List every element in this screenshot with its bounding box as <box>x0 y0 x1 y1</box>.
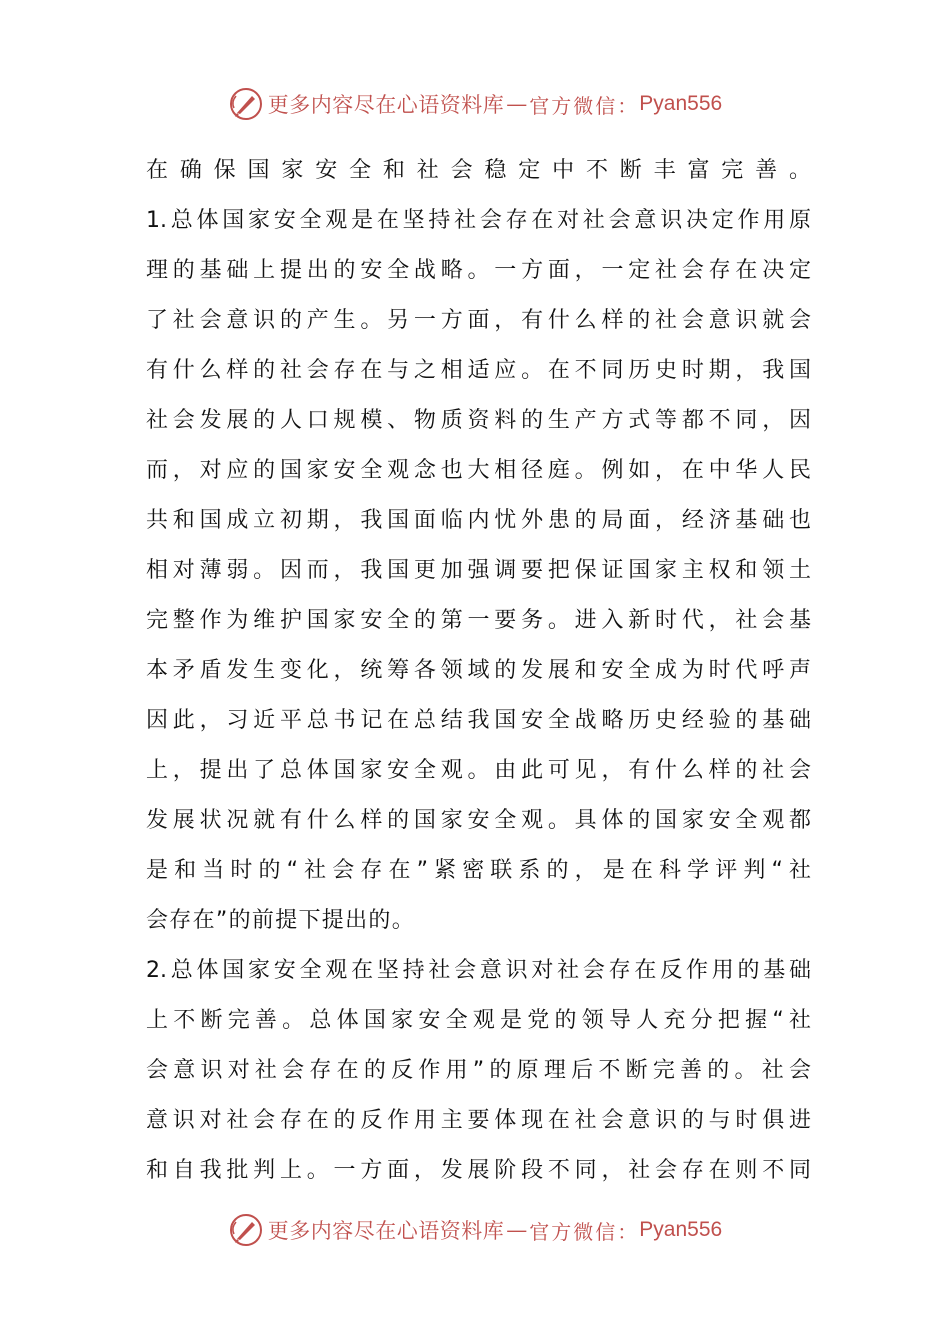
text-line: 在确保国家安全和社会稳定中不断丰富完善。 <box>146 158 811 183</box>
banner-dash: — <box>506 92 528 116</box>
text-line: 是和当时的“社会存在”紧密联系的，是在科学评判“社 <box>146 858 811 883</box>
text-line: 而，对应的国家安全观念也大相径庭。例如，在中华人民 <box>146 458 811 483</box>
text-line: 了社会意识的产生。另一方面，有什么样的社会意识就会 <box>146 308 811 333</box>
text-line: 上不断完善。总体国家安全观是党的领导人充分把握“社 <box>146 1008 811 1033</box>
text-line: 会存在”的前提下提出的。 <box>146 908 415 933</box>
banner-official-label: 官方微信： <box>529 93 640 118</box>
banner-wechat-id: Pyan556 <box>639 1218 723 1241</box>
banner-site-name: 更多内容尽在心语资料库 <box>267 1219 505 1243</box>
text-line: 上，提出了总体国家安全观。由此可见，有什么样的社会 <box>146 758 811 783</box>
text-line: 有什么样的社会存在与之相适应。在不同历史时期，我国 <box>146 358 811 383</box>
pen-logo-icon <box>228 86 264 122</box>
text-line: 理的基础上提出的安全战略。一方面，一定社会存在决定 <box>146 258 811 283</box>
text-line: 因此，习近平总书记在总结我国安全战略历史经验的基础 <box>146 708 811 733</box>
text-line: 1.总体国家安全观是在坚持社会存在对社会意识决定作用原 <box>146 208 811 233</box>
footer-banner <box>0 1210 950 1250</box>
banner-dash: — <box>506 1218 528 1242</box>
text-line: 2.总体国家安全观在坚持社会意识对社会存在反作用的基础 <box>146 958 811 983</box>
text-line: 发展状况就有什么样的国家安全观。具体的国家安全观都 <box>146 808 811 833</box>
pen-logo-icon <box>228 1212 264 1248</box>
document-body <box>146 146 811 1196</box>
text-line: 相对薄弱。因而，我国更加强调要把保证国家主权和领土 <box>146 558 811 583</box>
text-line: 完整作为维护国家安全的第一要务。进入新时代，社会基 <box>146 608 811 633</box>
text-line: 意识对社会存在的反作用主要体现在社会意识的与时俱进 <box>146 1108 811 1133</box>
text-line: 会意识对社会存在的反作用”的原理后不断完善的。社会 <box>146 1058 811 1083</box>
header-banner <box>0 84 950 124</box>
text-line: 和自我批判上。一方面，发展阶段不同，社会存在则不同 <box>146 1158 811 1183</box>
banner-official-label: 官方微信： <box>529 1219 640 1244</box>
banner-wechat-id: Pyan556 <box>639 92 723 115</box>
text-line: 社会发展的人口规模、物质资料的生产方式等都不同，因 <box>146 408 811 433</box>
text-line: 共和国成立初期，我国面临内忧外患的局面，经济基础也 <box>146 508 811 533</box>
banner-site-name: 更多内容尽在心语资料库 <box>267 93 505 117</box>
text-line: 本矛盾发生变化，统筹各领域的发展和安全成为时代呼声 <box>146 658 811 683</box>
